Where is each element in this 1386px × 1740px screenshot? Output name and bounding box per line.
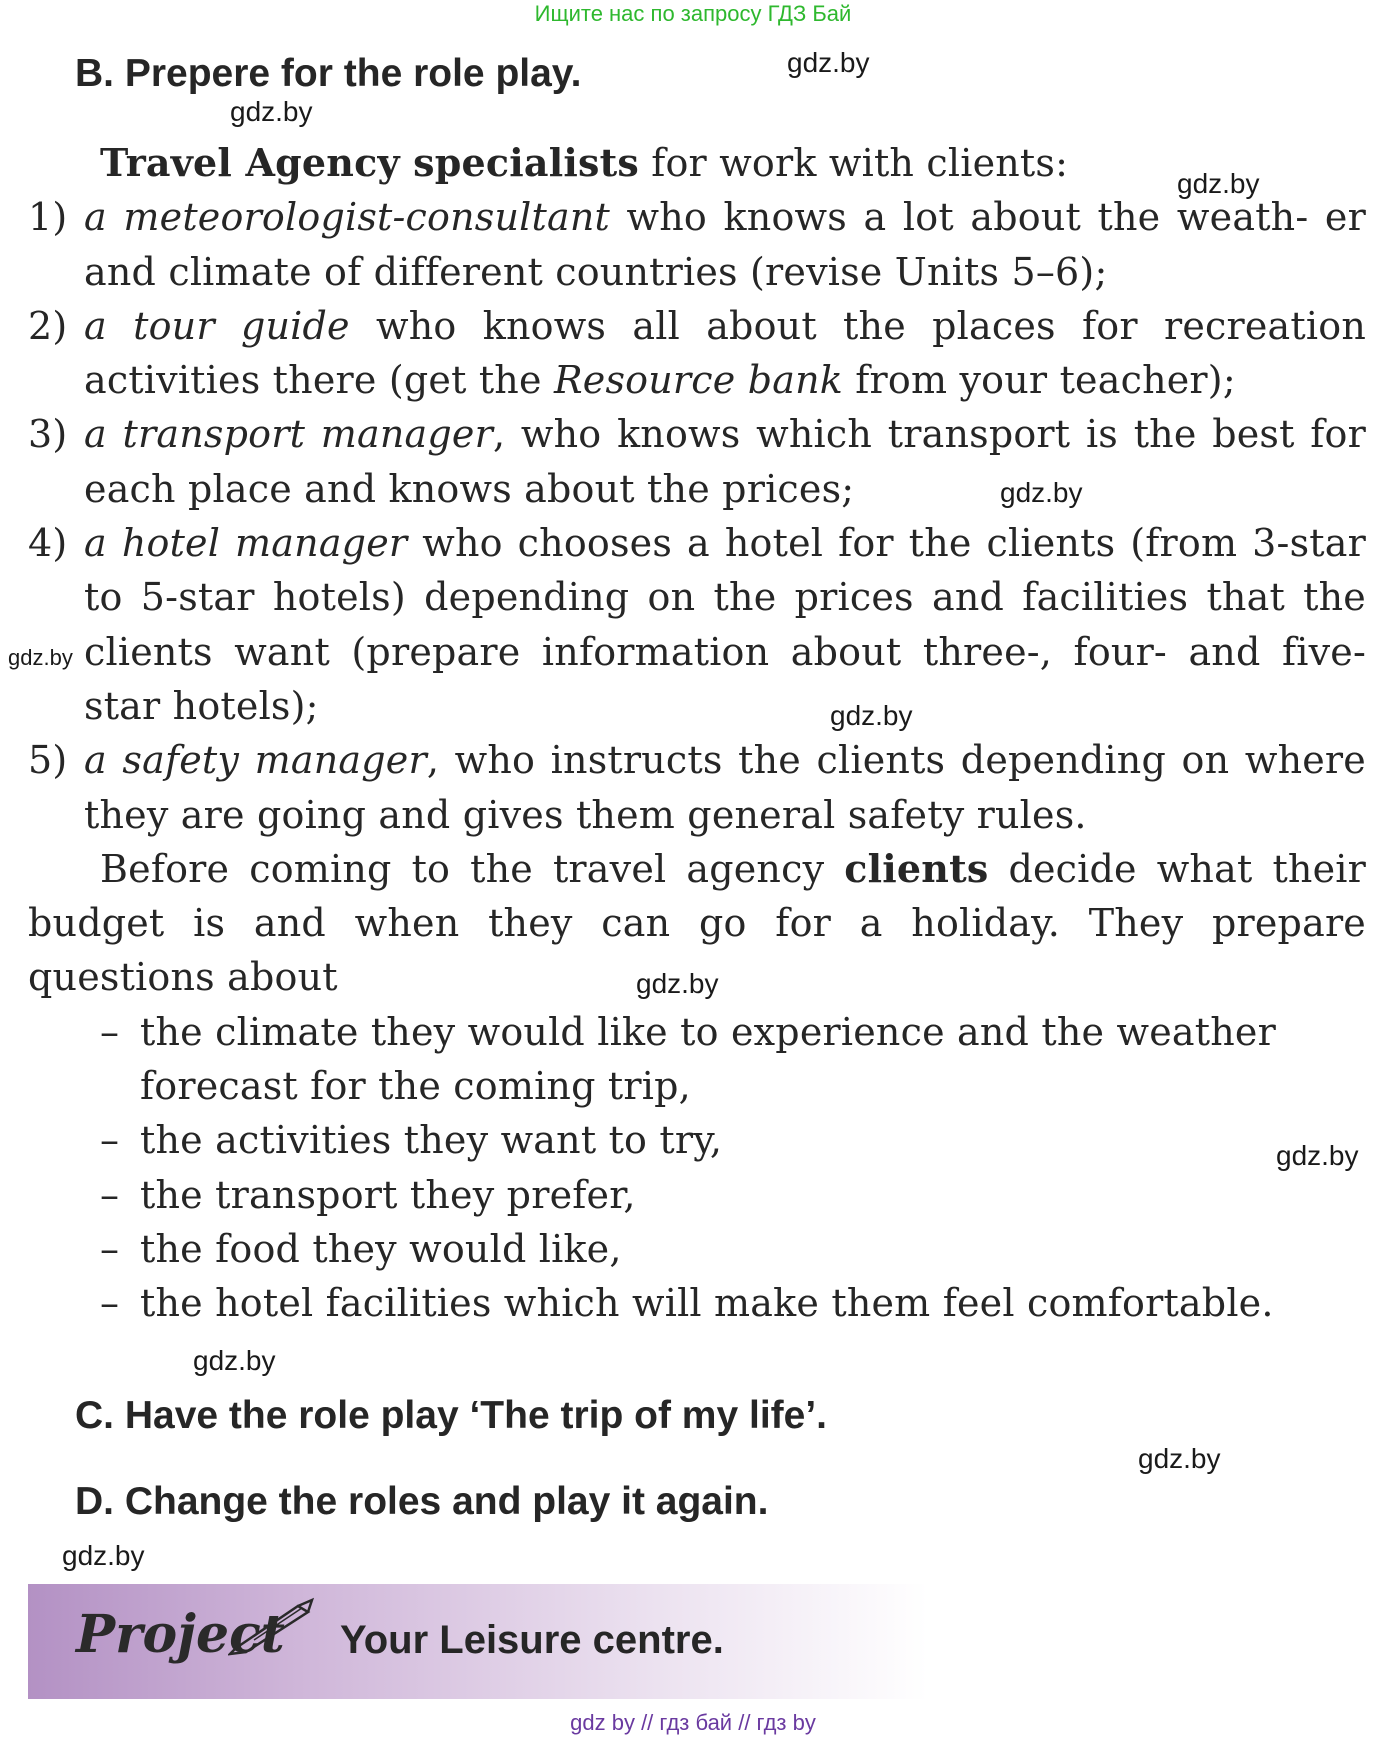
watermark: gdz.by (1138, 1443, 1221, 1474)
item-text: from your teacher); (843, 358, 1236, 403)
bullet-text: the transport they prefer, (140, 1172, 636, 1217)
intro-bold: Travel Agency specialists (100, 140, 639, 185)
clients-text: decide what their budget is and when they can go for a holiday. They prepare questions about (28, 846, 1366, 1000)
watermark: gdz.by (636, 968, 719, 999)
list-item: – the food they would like, (28, 1222, 1366, 1276)
item-number: 2) (28, 303, 68, 348)
item-role: a transport manager (84, 412, 493, 457)
item-role: a tour guide (84, 303, 350, 348)
list-item (28, 733, 1366, 842)
watermark: gdz.by (787, 47, 870, 78)
pen-icon (228, 1596, 318, 1656)
list-item: – the hotel facilities which will make them feel comfortable. (28, 1276, 1366, 1330)
item-number: 4) (28, 521, 68, 566)
clients-bold: clients (844, 845, 989, 891)
watermark: gdz.by (830, 700, 913, 731)
list-item (28, 190, 1366, 299)
exercise-body (28, 136, 1366, 1331)
bullet-text: the hotel facilities which will make them feel comfortable. (140, 1281, 1274, 1326)
list-item: – the climate they would like to experience and the weather forecast for the coming trip, (28, 1005, 1366, 1114)
list-item: – the activities they want to try, (28, 1113, 1366, 1167)
watermark: gdz.by (8, 645, 73, 670)
section-d-heading: D. Change the roles and play it again. (75, 1480, 769, 1523)
watermark: gdz.by (230, 96, 313, 127)
item-number: 5) (28, 738, 68, 783)
item-text: , who knows which transport is the best for each place and knows about the prices; (84, 412, 1366, 511)
bullet-text: the food they would like, (140, 1226, 622, 1271)
item-text: who knows all about the places for recreation activities there (get the (84, 303, 1366, 403)
clients-paragraph (28, 842, 1366, 1005)
list-item: – the transport they prefer, (28, 1168, 1366, 1222)
list-item (28, 516, 1366, 733)
item-role: a meteorologist-consultant (84, 195, 610, 240)
bullet-text: the climate they would like to experience and the weather forecast for the coming trip, (140, 1009, 1276, 1109)
item-number: 1) (28, 195, 68, 240)
intro-line (28, 136, 1366, 190)
watermark: gdz.by (62, 1540, 145, 1571)
question-list (28, 1005, 1366, 1331)
clients-text: Before coming to the travel agency (100, 846, 845, 891)
top-banner[interactable]: Ищите нас по запросу ГДЗ Бай (534, 1, 852, 26)
project-bar (28, 1584, 928, 1699)
item-number: 3) (28, 412, 68, 457)
watermark: gdz.by (1177, 168, 1260, 199)
resource-bank: Resource bank (553, 358, 844, 403)
section-b-heading: B. Prepere for the role play. (75, 52, 582, 95)
footer-links[interactable]: gdz by // гдз бай // гдз by (570, 1710, 816, 1735)
item-role: a hotel manager (84, 521, 408, 566)
intro-rest: for work with clients: (638, 141, 1069, 185)
watermark: gdz.by (193, 1345, 276, 1376)
list-item (28, 407, 1366, 516)
item-role: a safety manager (84, 738, 427, 783)
watermark: gdz.by (1000, 477, 1083, 508)
project-label: Project (76, 1604, 285, 1665)
item-text: who knows a lot about the weath- er and climate of different countries (revise Units 5–6); (84, 195, 1366, 294)
item-text: who chooses a hotel for the clients (from 3-star to 5-star hotels) depending on the prices and facilities that the clients want (prepare information about three-, four- and five-star hotels); (84, 521, 1366, 728)
item-text: , who instructs the clients depending on where they are going and gives them general safety rules. (84, 738, 1366, 837)
project-title: Your Leisure centre. (340, 1618, 724, 1662)
bullet-text: the activities they want to try, (140, 1118, 723, 1163)
watermark: gdz.by (1276, 1140, 1359, 1171)
section-c-heading: C. Have the role play ‘The trip of my life’. (75, 1394, 828, 1437)
list-item (28, 299, 1366, 408)
